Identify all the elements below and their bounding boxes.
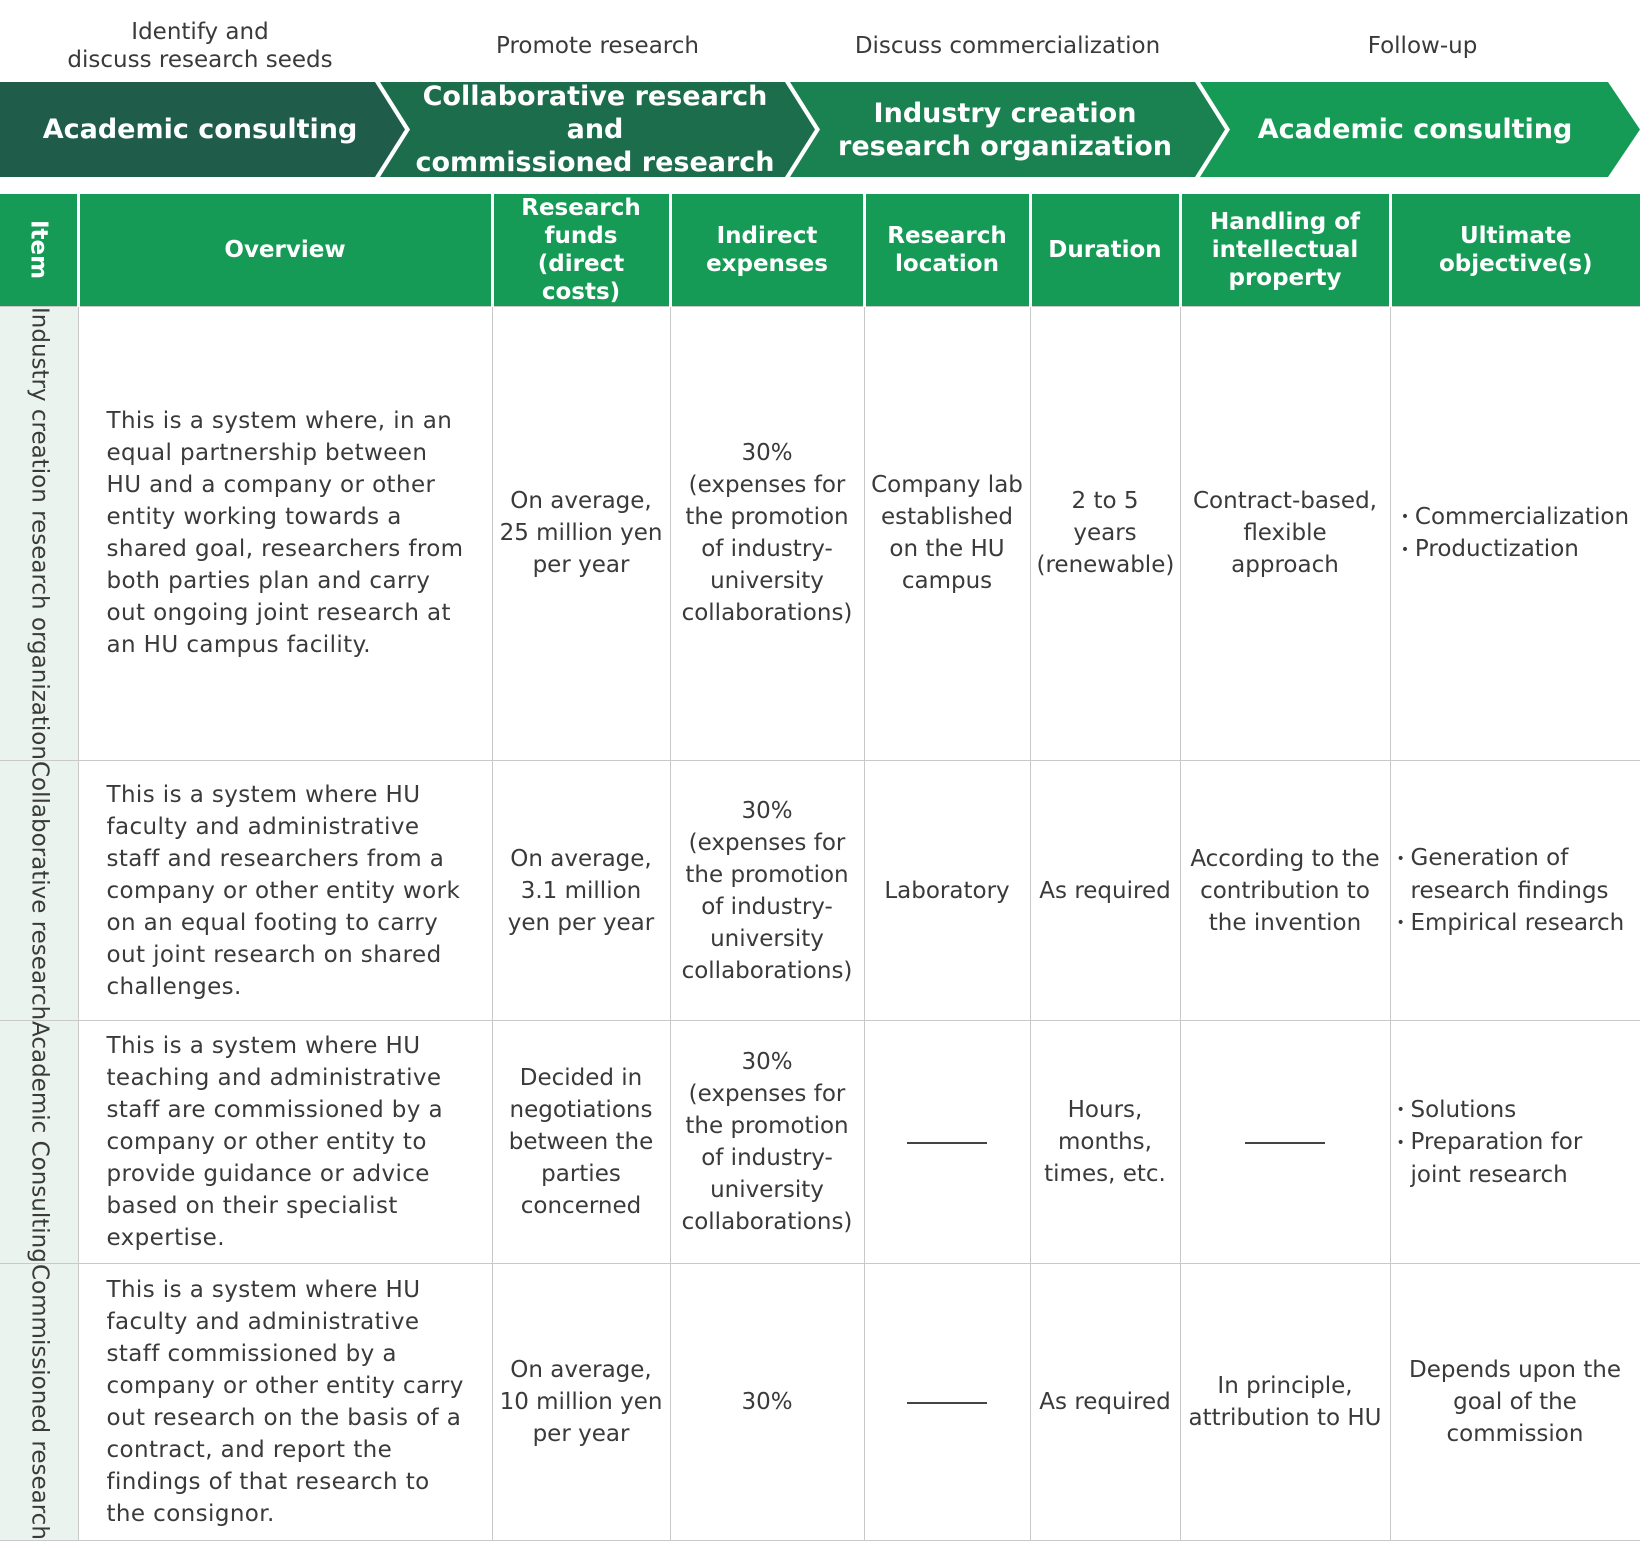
objective-bullet: • Solutions (1397, 1094, 1634, 1127)
arrow-label-collaborative-commissioned: Collaborative research and commissioned research (415, 81, 775, 178)
row-item-cell: Commissioned research (0, 1264, 78, 1541)
objective-bullet: • Generation of research findings (1397, 842, 1634, 907)
location-cell: Company lab established on the HU campus (864, 307, 1030, 761)
ip-cell: In principle, attribution to HU (1180, 1264, 1390, 1541)
empty-dash (1245, 1142, 1325, 1144)
row-item-cell: Collaborative research (0, 760, 78, 1020)
comparison-table (0, 194, 1640, 1541)
header-item: Item (0, 194, 78, 307)
indirect-cell: 30% (670, 1264, 864, 1541)
table-header-row (0, 194, 1640, 307)
objective-bullet: • Empirical research (1397, 907, 1634, 940)
phase-label-2: Promote research (496, 33, 699, 59)
table-row (0, 307, 1640, 761)
objective-bullet: • Productization (1401, 533, 1629, 566)
objectives-cell (1390, 307, 1640, 761)
funds-cell: On average, 10 million yen per year (492, 1264, 670, 1541)
indirect-cell: 30% (expenses for the promotion of industry-university collaborations) (670, 760, 864, 1020)
funds-cell: Decided in negotiations between the parties concerned (492, 1021, 670, 1264)
ip-cell: Contract-based, flexible approach (1180, 307, 1390, 761)
header-research-funds: Research funds (direct costs) (492, 194, 670, 307)
arrow-label-academic-consulting-start: Academic consulting (42, 114, 358, 145)
header-ip-handling: Handling of intellectual property (1180, 194, 1390, 307)
overview-cell: This is a system where, in an equal partnership between HU and a company or other entity working towards a shared goal, researchers from both parties plan and carry out ongoing joint research at an HU campus facility. (78, 307, 492, 761)
overview-cell: This is a system where HU teaching and administrative staff are commissioned by a company or other entity to provide guidance or advice based on their specialist expertise. (78, 1021, 492, 1264)
table-row (0, 1264, 1640, 1541)
funds-cell: On average, 25 million yen per year (492, 307, 670, 761)
table-row (0, 760, 1640, 1020)
funds-cell: On average, 3.1 million yen per year (492, 760, 670, 1020)
arrow-label-academic-consulting-end: Academic consulting (1257, 114, 1573, 145)
row-item-cell: Academic Consulting (0, 1021, 78, 1264)
location-cell (864, 1264, 1030, 1541)
phase-label-4: Follow-up (1367, 33, 1478, 59)
indirect-cell: 30% (expenses for the promotion of industry-university collaborations) (670, 307, 864, 761)
objective-bullet: • Commercialization (1401, 501, 1629, 534)
overview-cell: This is a system where HU faculty and administrative staff and researchers from a company or other entity work on an equal footing to carry out joint research on shared challenges. (78, 760, 492, 1020)
duration-cell: 2 to 5 years (renewable) (1030, 307, 1180, 761)
phase-label-1: Identify and discuss research seeds (67, 19, 333, 73)
objectives-cell (1390, 1021, 1640, 1264)
table-row (0, 1021, 1640, 1264)
header-ultimate-objectives: Ultimate objective(s) (1390, 194, 1640, 307)
duration-cell: As required (1030, 1264, 1180, 1541)
empty-dash (907, 1142, 987, 1144)
objectives-cell: Depends upon the goal of the commission (1390, 1264, 1640, 1541)
header-indirect-expenses: Indirect expenses (670, 194, 864, 307)
empty-dash (907, 1402, 987, 1404)
location-cell (864, 1021, 1030, 1264)
phase-label-3: Discuss commercialization (854, 33, 1161, 59)
header-overview: Overview (78, 194, 492, 307)
indirect-cell: 30% (expenses for the promotion of industry-university collaborations) (670, 1021, 864, 1264)
duration-cell: As required (1030, 760, 1180, 1020)
ip-cell (1180, 1021, 1390, 1264)
header-duration: Duration (1030, 194, 1180, 307)
location-cell: Laboratory (864, 760, 1030, 1020)
duration-cell: Hours, months, times, etc. (1030, 1021, 1180, 1264)
objective-bullet: • Preparation for joint research (1397, 1126, 1634, 1191)
ip-cell: According to the contribution to the invention (1180, 760, 1390, 1020)
arrow-label-industry-creation: Industry creation research organization (838, 97, 1172, 162)
objectives-cell (1390, 760, 1640, 1020)
row-item-cell: Industry creation research organization (0, 307, 78, 761)
header-research-location: Research location (864, 194, 1030, 307)
overview-cell: This is a system where HU faculty and administrative staff commissioned by a company or other entity carry out research on the basis of a contract, and report the findings of that research to the consignor. (78, 1264, 492, 1541)
